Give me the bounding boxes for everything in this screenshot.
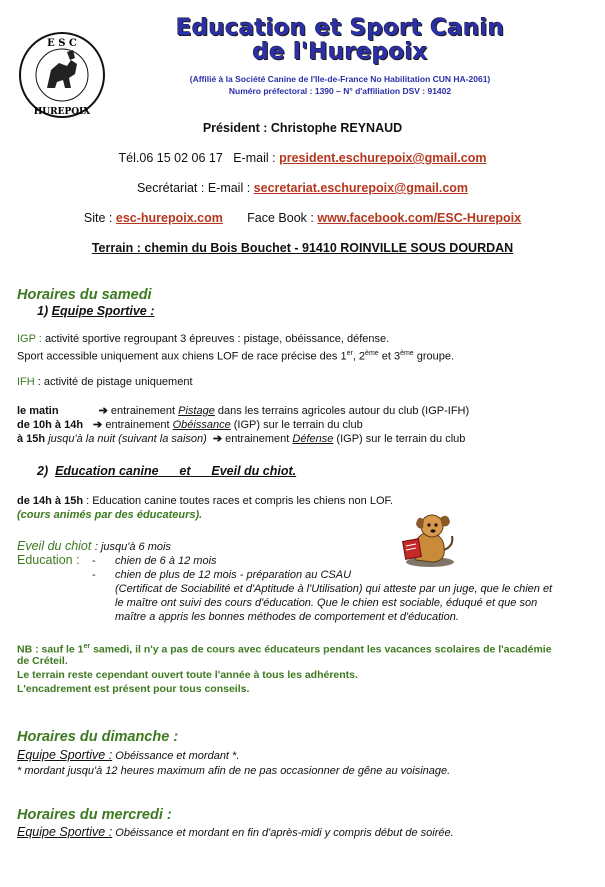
sep1: , 2 [352, 350, 366, 363]
schedule-post: (IGP) sur le terrain du club [333, 433, 466, 445]
samedi-heading: Horaires du samedi [17, 287, 152, 303]
schedule-row [17, 433, 465, 446]
igp-line2-a: Sport accessible uniquement aux chiens LOF de race précise des 1 [17, 350, 347, 363]
president-email-link[interactable]: president.eschurepoix@gmail.com [279, 151, 487, 165]
igp-line2 [17, 347, 454, 364]
schedule-row [17, 405, 469, 418]
sup-er: er [346, 350, 353, 357]
eveil-text: : jusqu'à 6 mois [94, 541, 171, 553]
schedule-activity: Pistage [178, 405, 215, 417]
schedule-post: dans les terrains agricoles autour du club (IGP-IFH) [214, 405, 470, 417]
arrow-right-icon: ➔ [93, 419, 103, 431]
edu-detail-2: le maître ont suivi des cours d'éducation. Que le chien est sociable, éduqué et que son [115, 597, 538, 609]
president: Président : Christophe REYNAUD [202, 121, 403, 135]
ec-time: de 14h à 15h [17, 495, 84, 507]
dimanche-heading: Horaires du dimanche : [17, 729, 179, 745]
sub2-label-b: et [179, 464, 191, 478]
title-line2: de l'Hurepoix [252, 39, 428, 65]
edu-detail-3: maître a appris les bonnes méthodes de comportement et d'éducation. [115, 611, 459, 623]
mercredi-line [17, 826, 454, 840]
samedi-sub1 [37, 304, 154, 318]
sub1-label: Equipe Sportive : [51, 304, 155, 318]
samedi-sub2 [37, 464, 296, 478]
schedule-time: le matin [17, 405, 59, 417]
nb-line4: L'encadrement est présent pour tous conseils. [17, 683, 250, 695]
schedule-pre: entrainement [225, 433, 293, 445]
sup-eme1: ème [365, 350, 379, 357]
igp-text: activité sportive regroupant 3 épreuves : pistage, obéissance, défense. [44, 333, 390, 345]
sub1-number: 1) [37, 304, 49, 318]
ec-line [17, 495, 393, 508]
affiliation-line1: (Affilié à la Société Canine de l'Ile-de-France No Habilitation CUN HA-2061) [189, 74, 491, 84]
nb-sup: er [83, 643, 91, 650]
edu-item-1: chien de 6 à 12 mois [115, 555, 217, 567]
sep2: et 3 [378, 350, 401, 363]
secretariat-email-link[interactable]: secretariat.eschurepoix@gmail.com [253, 181, 469, 195]
edu-detail-1: (Certificat de Sociabilité et d'Aptitude à l'Utilisation) qui atteste par un juge, que le chien et [115, 583, 553, 595]
title-line1: Education et Sport Canin [175, 15, 505, 41]
nb-line1 [17, 640, 552, 657]
tel-line [0, 151, 605, 165]
schedule-time: de 10h à 14h [17, 419, 84, 431]
mercredi-heading: Horaires du mercredi : [17, 807, 172, 823]
sub2-label-c: Eveil du chiot. [211, 464, 297, 478]
logo-text-top: E S C [47, 38, 77, 49]
site-link[interactable]: esc-hurepoix.com [115, 211, 223, 225]
sup-eme2: ème [400, 350, 414, 357]
nb-line3: Le terrain reste cependant ouvert toute l'année à tous les adhérents. [17, 669, 358, 681]
igp-line2-b: groupe. [413, 350, 455, 363]
nb-line2: de Créteil. [17, 655, 68, 667]
dimanche-note: * mordant jusqu'à 12 heures maximum afin de ne pas occasionner de gêne au voisinage. [17, 765, 451, 777]
schedule-activity: Défense [292, 433, 334, 445]
dimanche-text: Obéissance et mordant *. [115, 750, 240, 762]
ifh-label: IFH [17, 376, 35, 388]
facebook-label: Face Book : [247, 211, 314, 225]
tel: Tél.06 15 02 06 17 [118, 151, 223, 165]
email-label: E-mail : [233, 151, 276, 165]
dimanche-label: Equipe Sportive : [17, 748, 113, 762]
mercredi-text: Obéissance et mordant en fin d'après-midi y compris début de soirée. [115, 827, 454, 839]
eveil-line [17, 539, 171, 553]
logo-text-bottom: HUREPOIX [33, 107, 91, 117]
edu-dash-1: - [92, 555, 96, 567]
secretariat-label: Secrétariat : E-mail : [136, 181, 251, 195]
schedule-pre: entrainement [105, 419, 173, 431]
schedule-time-extra: jusqu'à la nuit (suivant la saison) [45, 433, 207, 445]
schedule-time: à 15h [17, 433, 46, 445]
schedule-row [17, 419, 363, 432]
ifh-line [17, 376, 193, 389]
dimanche-line [17, 749, 239, 763]
affiliation-line2: Numéro préfectoral : 1390 – N° d'affiliation DSV : 91402 [228, 86, 452, 96]
nb-line1-a: NB : sauf le 1 [17, 643, 84, 656]
edu-item-2: chien de plus de 12 mois - préparation au CSAU [115, 569, 352, 581]
arrow-right-icon: ➔ [98, 405, 108, 417]
ifh-text: : activité de pistage uniquement [37, 376, 193, 388]
eveil-label: Eveil du chiot [17, 539, 92, 553]
ec-text: : Education canine toutes races et compris les chiens non LOF. [86, 495, 394, 507]
education-label: Education : [17, 553, 80, 567]
sub2-number: 2) [37, 464, 49, 478]
ec-note: (cours animés par des éducateurs). [17, 509, 203, 521]
schedule-pre: entrainement [110, 405, 179, 417]
reading-dog-icon [396, 510, 458, 568]
secretariat-line [0, 181, 605, 195]
igp-label: IGP : [17, 333, 42, 345]
site-line [0, 211, 605, 225]
nb-line1-b: samedi, il n'y a pas de cours avec éducateurs pendant les vacances scolaires de l'académie [90, 643, 552, 656]
mercredi-label: Equipe Sportive : [17, 825, 113, 839]
sub2-label-a: Education canine [55, 464, 159, 478]
arrow-right-icon: ➔ [212, 433, 223, 445]
club-logo [17, 30, 107, 120]
schedule-post: (IGP) sur le terrain du club [230, 419, 363, 431]
schedule-activity: Obéissance [172, 419, 231, 431]
site-label: Site : [83, 211, 113, 225]
facebook-link[interactable]: www.facebook.com/ESC-Hurepoix [317, 211, 522, 225]
terrain-address: Terrain : chemin du Bois Bouchet - 91410 ROINVILLE SOUS DOURDAN [91, 241, 514, 255]
igp-line [17, 333, 389, 346]
edu-dash-2: - [92, 569, 96, 581]
